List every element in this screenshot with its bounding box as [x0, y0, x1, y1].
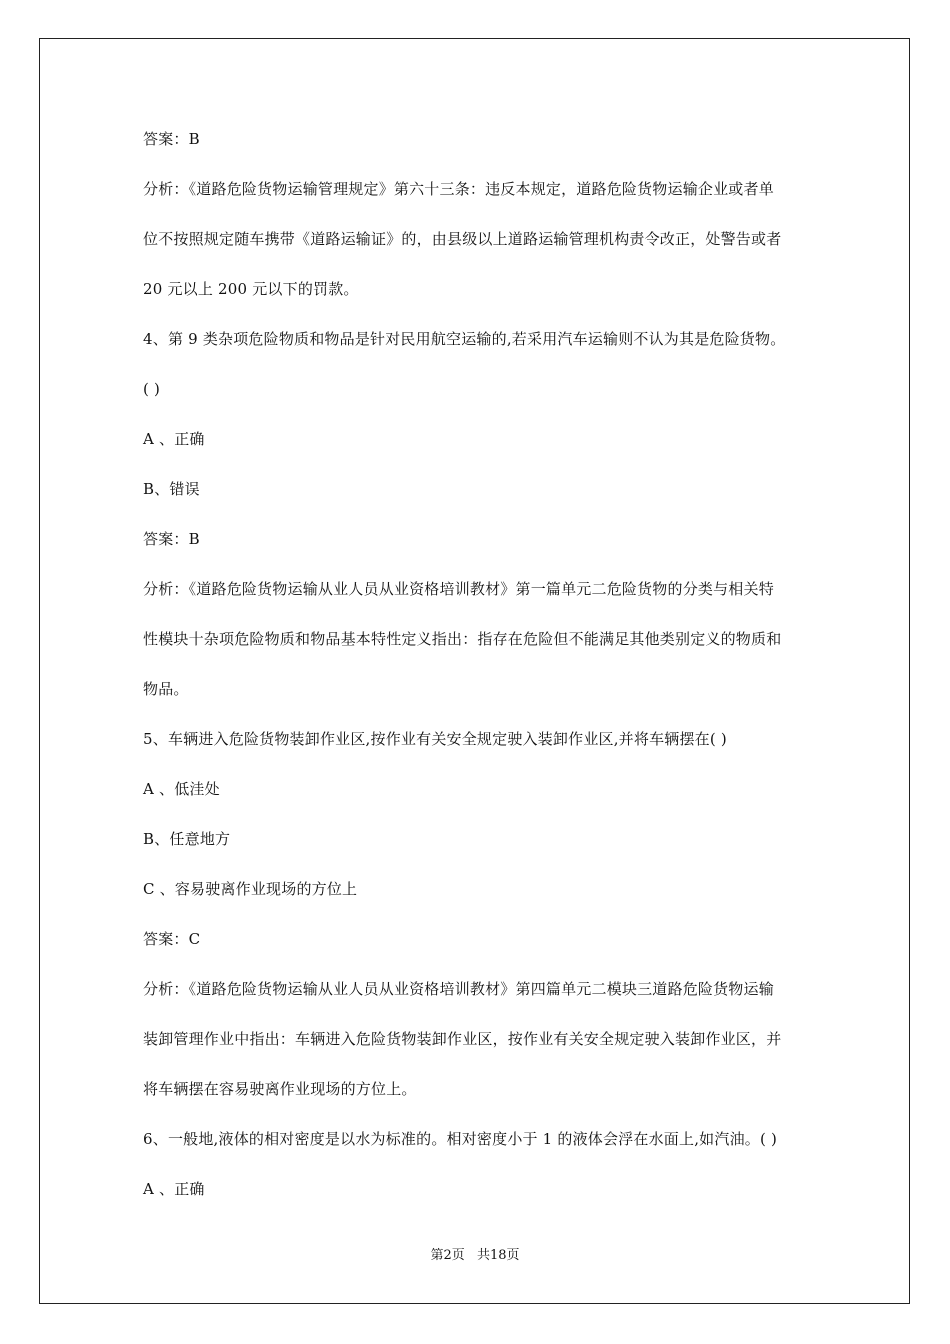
option-b: B、错误 — [143, 480, 200, 498]
option-a: A 、正确 — [143, 1180, 205, 1198]
analysis-line: 分析：《道路危险货物运输管理规定》第六十三条：违反本规定，道路危险货物运输企业或者单 — [143, 180, 774, 198]
page-total: 共18页 — [476, 1248, 520, 1263]
question-4: 4、第 9 类杂项危险物质和物品是针对民用航空运输的,若采用汽车运输则不认为其是危险货物。 — [143, 330, 786, 348]
answer-line: 答案：B — [143, 130, 200, 148]
option-a: A 、正确 — [143, 430, 205, 448]
answer-line: 答案：C — [143, 930, 201, 948]
answer-line: 答案：B — [143, 530, 200, 548]
document-body — [143, 126, 818, 1226]
analysis-line: 分析：《道路危险货物运输从业人员从业资格培训教材》第一篇单元二危险货物的分类与相关特 — [143, 580, 774, 598]
analysis-line: 物品。 — [143, 680, 189, 698]
question-4-blank: ( ) — [143, 380, 161, 398]
analysis-line: 将车辆摆在容易驶离作业现场的方位上。 — [143, 1080, 417, 1098]
option-a: A 、低洼处 — [143, 780, 220, 798]
page-number: 第2页 — [430, 1248, 465, 1263]
analysis-line: 位不按照规定随车携带《道路运输证》的，由县级以上道路运输管理机构责令改正，处警告或者 — [143, 230, 782, 248]
analysis-line: 装卸管理作业中指出：车辆进入危险货物装卸作业区，按作业有关安全规定驶入装卸作业区，并 — [143, 1030, 782, 1048]
question-6: 6、一般地,液体的相对密度是以水为标准的。相对密度小于 1 的液体会浮在水面上,如汽油。( ) — [143, 1130, 778, 1148]
option-b: B、任意地方 — [143, 830, 231, 848]
question-5: 5、车辆进入危险货物装卸作业区,按作业有关安全规定驶入装卸作业区,并将车辆摆在( ) — [143, 730, 727, 748]
option-c: C 、容易驶离作业现场的方位上 — [143, 880, 358, 898]
analysis-line: 分析：《道路危险货物运输从业人员从业资格培训教材》第四篇单元二模块三道路危险货物运输 — [143, 980, 774, 998]
page-footer — [0, 1247, 950, 1265]
analysis-line: 性模块十杂项危险物质和物品基本特性定义指出：指存在危险但不能满足其他类别定义的物质和 — [143, 630, 782, 648]
analysis-line: 20 元以上 200 元以下的罚款。 — [143, 280, 359, 298]
